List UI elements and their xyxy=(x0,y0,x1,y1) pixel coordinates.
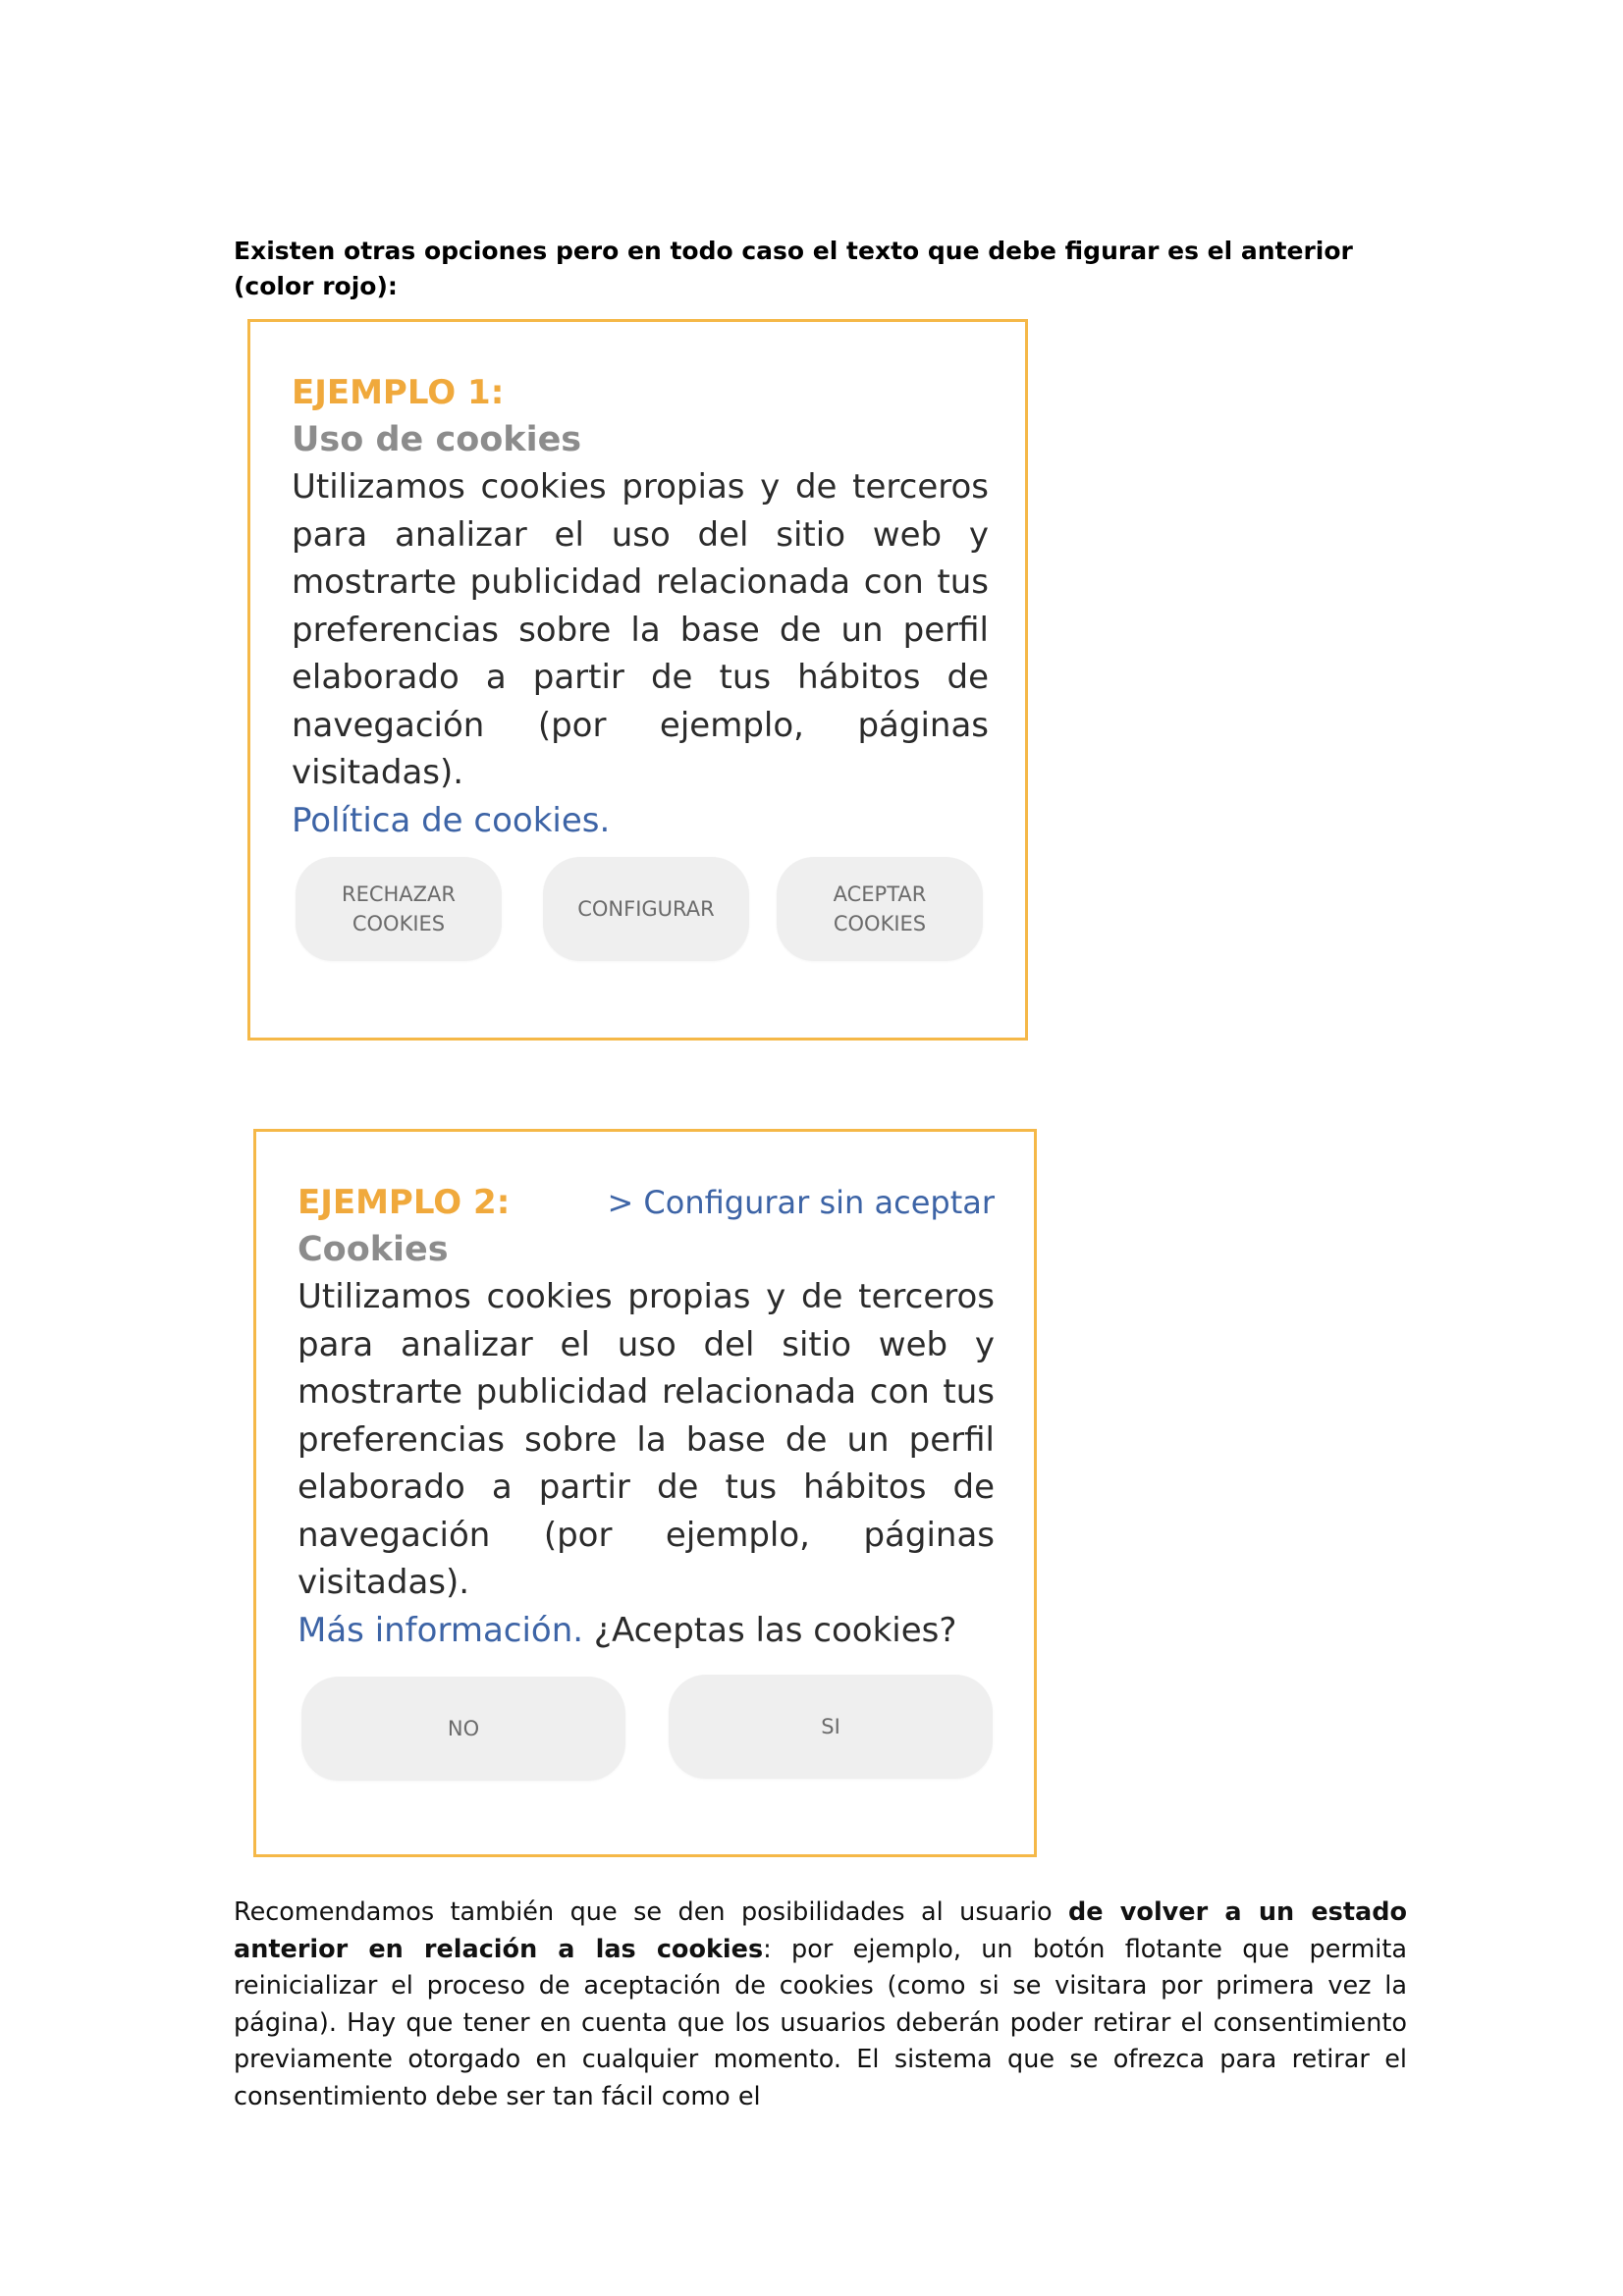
more-info-link[interactable]: Más información. xyxy=(298,1610,584,1650)
cookie-policy-link[interactable]: Política de cookies. xyxy=(292,800,611,840)
intro-text: Existen otras opciones pero en todo caso el texto que debe figurar es el anterior (color rojo): xyxy=(234,237,1353,300)
no-label: NO xyxy=(447,1717,480,1740)
example-2-kicker: EJEMPLO 2: xyxy=(298,1183,511,1222)
configure-without-accepting-link[interactable]: > Configurar sin aceptar xyxy=(607,1184,995,1221)
closing-text-1: Recomendamos también que se den posibilidades al usuario xyxy=(234,1897,1069,1927)
example-1-body-text: Utilizamos cookies propias y de terceros para analizar el uso del sitio web y mostrarte publicidad relacionada con tus preferencias sobre la base de un perfil elaborado a partir de tus hábitos de navegación (por ejemplo, páginas visitadas). xyxy=(292,467,989,792)
example-2-body xyxy=(298,1273,995,1654)
yes-button[interactable] xyxy=(669,1675,993,1779)
reject-cookies-label: RECHAZAR COOKIES xyxy=(341,882,457,935)
closing-text-2: : por ejemplo, un botón flotante que permita reinicializar el proceso de aceptación de cookies (como si se visitara por primera vez la página). Hay que tener en cuenta que los usuarios deberán poder retirar el consentimiento previamente otorgado en cualquier momento. El sistema que se ofrezca para retirar el consentimiento debe ser tan fácil como el xyxy=(234,1934,1408,2111)
cookie-banner-example-2 xyxy=(253,1129,1037,1857)
cookie-banner-example-1 xyxy=(247,319,1028,1041)
reject-cookies-button[interactable] xyxy=(296,857,502,961)
accept-cookies-button[interactable] xyxy=(777,857,983,961)
example-1-kicker: EJEMPLO 1: xyxy=(292,373,505,412)
banner-content xyxy=(298,1179,995,1654)
accept-cookies-label: ACEPTAR COOKIES xyxy=(833,882,927,935)
yes-label: SI xyxy=(821,1715,840,1738)
closing-paragraph xyxy=(234,1895,1407,2115)
no-button[interactable] xyxy=(301,1677,625,1781)
closing-text-bold: de volver a un estado anterior en relación a las cookies xyxy=(234,1897,1407,1964)
example-2-title: Cookies xyxy=(298,1230,449,1269)
example-1-body xyxy=(292,463,989,844)
configure-button[interactable] xyxy=(543,857,749,961)
banner-content xyxy=(292,369,989,844)
example-2-body-text: Utilizamos cookies propias y de terceros para analizar el uso del sitio web y mostrarte publicidad relacionada con tus preferencias sobre la base de un perfil elaborado a partir de tus hábitos de navegación (por ejemplo, páginas visitadas). xyxy=(298,1277,995,1602)
example-1-title: Uso de cookies xyxy=(292,420,582,459)
configure-label: CONFIGURAR xyxy=(577,897,715,921)
accept-question: ¿Aceptas las cookies? xyxy=(583,1610,957,1650)
